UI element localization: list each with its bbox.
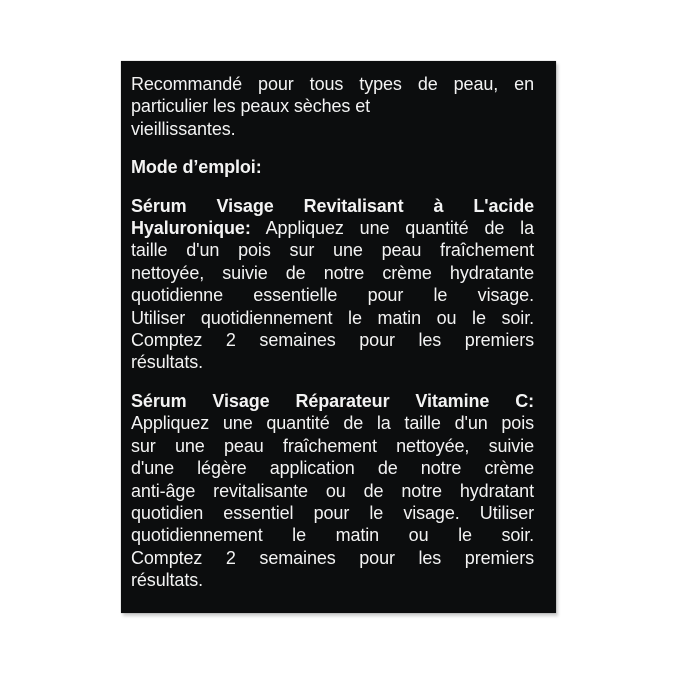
text-line	[131, 73, 534, 95]
text-line	[131, 95, 534, 117]
text-run: Comptez 2 semaines pour les premiers	[131, 330, 534, 351]
text-run: Appliquez une quantité de la taille d'un pois	[131, 413, 534, 434]
text-line	[131, 329, 534, 351]
text-run: résultats.	[131, 570, 204, 591]
paragraph-recommendation	[131, 73, 534, 140]
text-line	[131, 547, 534, 569]
text-line	[131, 351, 534, 373]
text-run: d'une légère application de notre crème	[131, 458, 534, 479]
bold-run: Sérum Visage Réparateur Vitamine C:	[131, 390, 534, 411]
text-line	[131, 457, 534, 479]
text-line	[131, 569, 534, 591]
bold-run: Sérum Visage Revitalisant à L'acide	[131, 195, 534, 216]
paragraph-serum-vitamine-c	[131, 390, 534, 592]
text-line	[131, 195, 534, 217]
text-run: quotidien essentiel pour le visage. Utiliser	[131, 502, 534, 523]
text-line	[131, 307, 534, 329]
bold-run: Mode d’emploi:	[131, 157, 262, 178]
text-run: sur une peau fraîchement nettoyée, suivie	[131, 435, 534, 456]
text-run: anti-âge revitalisante ou de notre hydratant	[131, 480, 534, 501]
text-line	[131, 435, 534, 457]
text-run: taille d'un pois sur une peau fraîchement	[131, 240, 534, 261]
text-line	[131, 480, 534, 502]
text-run: Recommandé pour tous types de peau, en	[131, 74, 534, 94]
text-run: vieillissantes.	[131, 118, 236, 139]
paragraph-serum-acide-hyaluronique	[131, 195, 534, 374]
text-line	[131, 390, 534, 412]
text-run: Utiliser quotidiennement le matin ou le soir.	[131, 307, 534, 328]
text-run: particulier les peaux sèches et	[131, 96, 371, 117]
text-run: Comptez 2 semaines pour les premiers	[131, 547, 534, 568]
text-run: nettoyée, suivie de notre crème hydratante	[131, 262, 534, 283]
text-line	[131, 284, 534, 306]
text-run: quotidienne essentielle pour le visage.	[131, 285, 534, 306]
text-line	[131, 524, 534, 546]
text-line	[131, 239, 534, 261]
text-line	[131, 412, 534, 434]
text-line	[131, 262, 534, 284]
bold-run: Hyaluronique:	[131, 218, 251, 239]
paragraph-mode-demploi-heading	[131, 156, 534, 178]
text-run: résultats.	[131, 352, 204, 373]
text-run: Appliquez une quantité de la	[250, 218, 534, 239]
text-run: quotidiennement le matin ou le soir.	[131, 525, 534, 546]
text-line	[131, 156, 534, 178]
text-line	[131, 502, 534, 524]
product-label-panel	[121, 61, 556, 613]
text-line	[131, 118, 534, 140]
text-line	[131, 217, 534, 239]
